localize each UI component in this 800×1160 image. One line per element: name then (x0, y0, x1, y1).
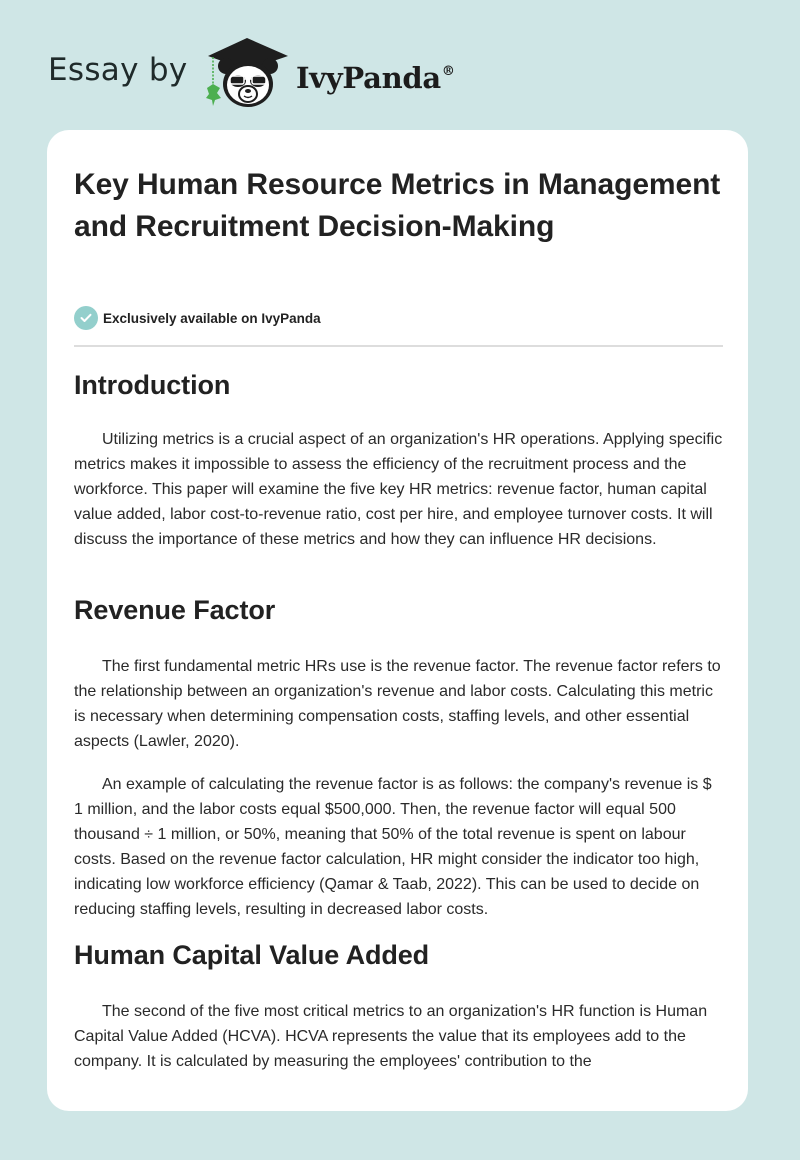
essay-by-label: Essay by (48, 52, 188, 88)
paragraph: Utilizing metrics is a crucial aspect of an organization's HR operations. Applying specific metrics makes it impossible to assess the efficiency of the recruitment process and the workforce. This paper will examine the five key HR metrics: revenue factor, human capital value added, labor cost-to-revenue ratio, cost per hire, and employee turnover costs. It will discuss the importance of these metrics and how they can influence HR decisions. (74, 431, 723, 548)
site-header (0, 0, 800, 130)
paragraph: The second of the five most critical metrics to an organization's HR function is Human Capital Value Added (HCVA). HCVA represents the value that its employees add to the company. It is calculated by measuring the employees' contribution to the (74, 1003, 708, 1070)
exclusive-text: Exclusively available on IvyPanda (103, 310, 321, 326)
section-heading-human-capital-value-added: Human Capital Value Added (74, 940, 430, 970)
section-heading-revenue-factor: Revenue Factor (74, 595, 276, 625)
brand-wordmark[interactable] (296, 52, 455, 98)
title-divider (74, 345, 723, 347)
paragraph: An example of calculating the revenue factor is as follows: the company's revenue is $ 1 million, and the labor costs equal $500,000. Then, the revenue factor will equal 500 thousand ÷ 1 million, or 50%, meaning that 50% of the total revenue is spent on labour costs. Based on the revenue factor calculation, HR might consider the indicator too high, indicating low workforce efficiency (Qamar & Taab, 2022). This can be used to decide on reducing staffing levels, resulting in decreased labor costs. (74, 776, 712, 918)
section-heading-introduction: Introduction (74, 370, 231, 400)
paragraph: The first fundamental metric HRs use is the revenue factor. The revenue factor refers to the relationship between an organization's revenue and labor costs. Calculating this metric is necessary when determining compensation costs, staffing levels, and other essential aspects (Lawler, 2020). (74, 658, 721, 750)
page-title: Key Human Resource Metrics in Management and Recruitment Decision-Making (74, 168, 721, 243)
brand-name: IvyPanda (296, 61, 441, 95)
registered-mark: ® (441, 64, 455, 79)
check-circle-icon (74, 306, 98, 330)
essay-card (47, 130, 748, 1111)
panda-graduation-cap-icon[interactable] (202, 34, 292, 110)
exclusive-badge (74, 305, 321, 331)
